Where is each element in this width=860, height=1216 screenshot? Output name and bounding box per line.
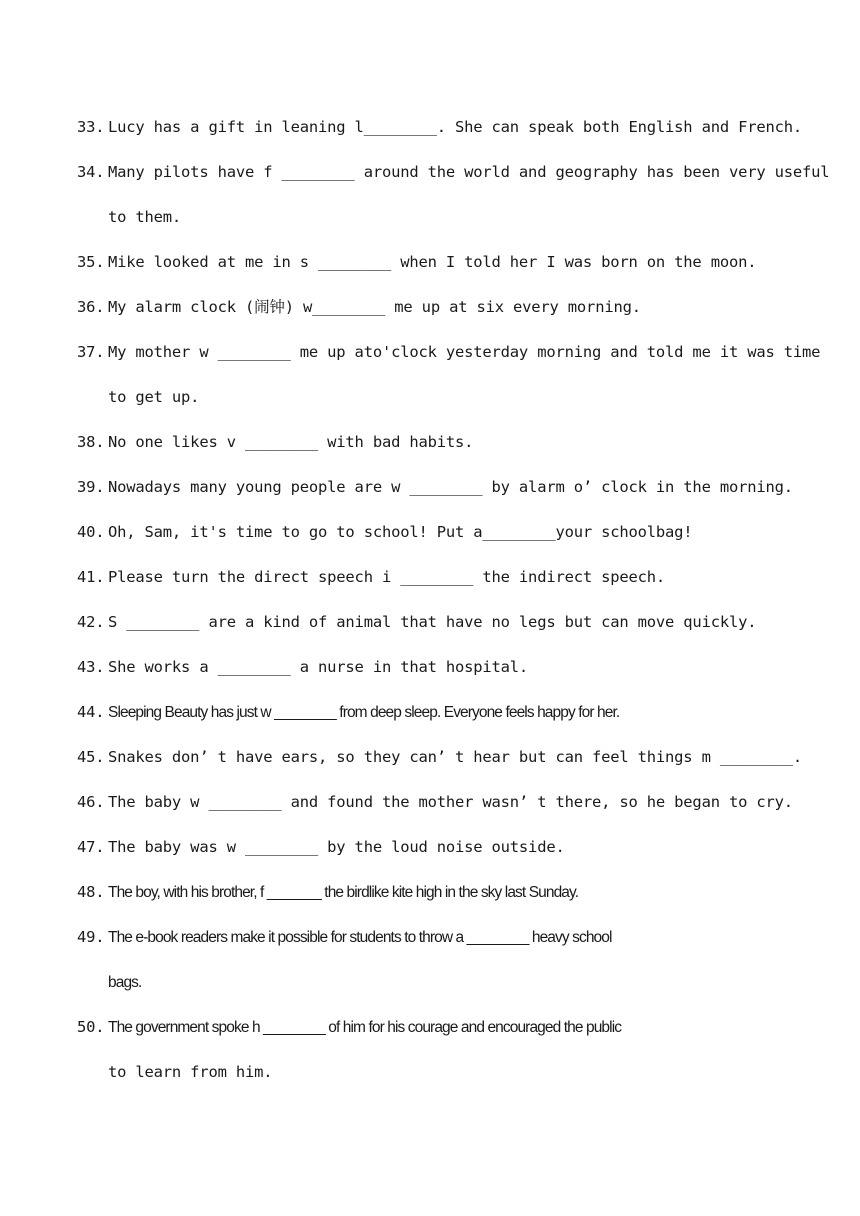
question-number: 44. [77, 703, 105, 721]
question-line [77, 612, 787, 657]
question-number: 45. [77, 748, 105, 766]
question-47 [77, 837, 787, 882]
question-text: to get up. [108, 388, 200, 406]
question-40 [77, 522, 787, 567]
question-44 [77, 702, 787, 747]
question-33 [77, 117, 803, 162]
question-line [77, 927, 787, 972]
question-line [77, 252, 787, 297]
question-line-continued [77, 1062, 787, 1107]
question-number: 35. [77, 253, 105, 271]
question-line [77, 837, 787, 882]
question-text: Oh, Sam, it's time to go to school! Put a________your schoolbag! [108, 523, 693, 541]
question-line [77, 117, 803, 162]
question-text: bags. [108, 974, 142, 991]
question-text: Many pilots have f ________ around the world and geography has been very useful [108, 163, 830, 181]
question-43 [77, 657, 787, 702]
question-line [77, 297, 787, 342]
question-42 [77, 612, 787, 657]
question-line [77, 702, 787, 747]
question-line [77, 432, 787, 477]
question-text: My alarm clock (闹钟) w________ me up at six every morning. [108, 298, 641, 316]
question-text: The government spoke h ________ of him for his courage and encouraged the public [108, 1019, 622, 1036]
question-number: 46. [77, 793, 105, 811]
question-number: 50. [77, 1018, 105, 1036]
question-50 [77, 1017, 787, 1107]
question-text: Nowadays many young people are w ________ by alarm o’ clock in the morning. [108, 478, 793, 496]
question-number: 37. [77, 343, 105, 361]
question-text: She works a ________ a nurse in that hospital. [108, 658, 529, 676]
question-line [77, 567, 787, 612]
question-41 [77, 567, 787, 612]
question-text: to learn from him. [108, 1063, 273, 1081]
question-line-continued [77, 207, 787, 252]
question-text: No one likes v ________ with bad habits. [108, 433, 474, 451]
question-text: Sleeping Beauty has just w ________ from deep sleep. Everyone feels happy for her. [108, 704, 620, 721]
question-text: The e-book readers make it possible for students to throw a ________ heavy school [108, 929, 612, 946]
question-line [77, 477, 793, 522]
question-number: 43. [77, 658, 105, 676]
question-line [77, 522, 787, 567]
question-number: 36. [77, 298, 105, 316]
question-line [77, 1017, 787, 1062]
question-line [77, 162, 830, 207]
question-number: 41. [77, 568, 105, 586]
question-number: 33. [77, 118, 105, 136]
question-number: 38. [77, 433, 105, 451]
question-39 [77, 477, 793, 522]
question-text: The boy, with his brother, f _______ the birdlike kite high in the sky last Sunday. [108, 884, 579, 901]
question-number: 34. [77, 163, 105, 181]
question-line [77, 792, 793, 837]
question-text: Mike looked at me in s ________ when I told her I was born on the moon. [108, 253, 757, 271]
question-text: The baby was w ________ by the loud noise outside. [108, 838, 565, 856]
question-49 [77, 927, 787, 1017]
question-line [77, 657, 787, 702]
question-48 [77, 882, 787, 927]
question-number: 40. [77, 523, 105, 541]
question-46 [77, 792, 793, 837]
question-text: My mother w ________ me up ato'clock yesterday morning and told me it was time [108, 343, 821, 361]
question-number: 42. [77, 613, 105, 631]
question-number: 49. [77, 928, 105, 946]
question-number: 47. [77, 838, 105, 856]
question-number: 48. [77, 883, 105, 901]
question-35 [77, 252, 787, 297]
question-text: Snakes don’ t have ears, so they can’ t hear but can feel things m ________. [108, 748, 803, 766]
question-text: Please turn the direct speech i ________ the indirect speech. [108, 568, 666, 586]
question-text: S ________ are a kind of animal that have no legs but can move quickly. [108, 613, 757, 631]
question-45 [77, 747, 803, 792]
question-text: to them. [108, 208, 182, 226]
question-line [77, 342, 821, 387]
question-number: 39. [77, 478, 105, 496]
question-line [77, 882, 787, 927]
question-36 [77, 297, 787, 342]
question-line-continued [77, 387, 787, 432]
question-line-continued [77, 972, 787, 1017]
question-line [77, 747, 803, 792]
question-38 [77, 432, 787, 477]
question-text: Lucy has a gift in leaning l________. She can speak both English and French. [108, 118, 803, 136]
question-37 [77, 342, 821, 432]
question-34 [77, 162, 830, 252]
question-text: The baby w ________ and found the mother wasn’ t there, so he began to cry. [108, 793, 793, 811]
